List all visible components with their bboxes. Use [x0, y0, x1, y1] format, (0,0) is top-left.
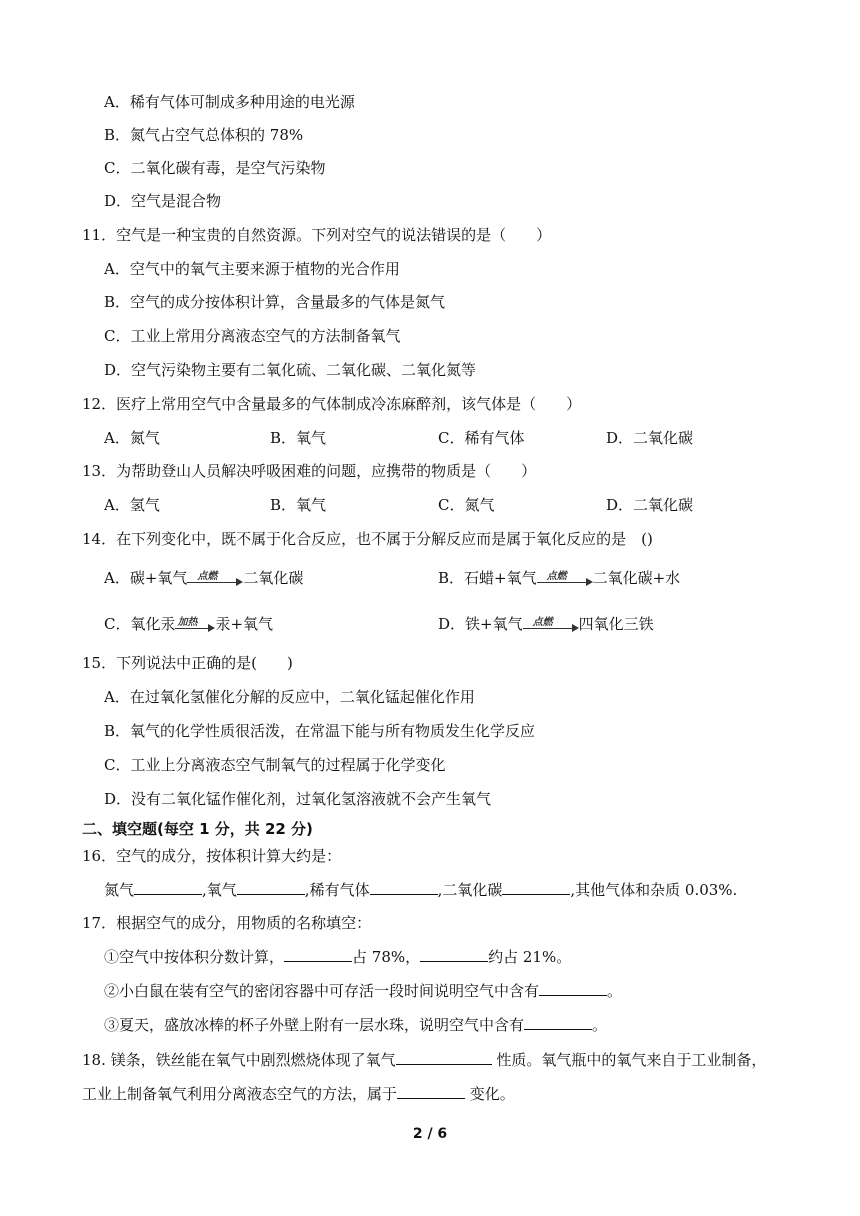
answer-blank[interactable] — [539, 981, 607, 996]
q12-option-d: D．二氧化碳 — [606, 429, 694, 447]
answer-blank[interactable] — [134, 880, 202, 895]
reaction-condition: 点燃 — [532, 617, 553, 628]
q12-option-c: C．稀有气体 — [438, 429, 525, 447]
answer-blank[interactable] — [396, 1050, 492, 1065]
q11-stem: 11．空气是一种宝贵的自然资源。下列对空气的说法错误的是（ ） — [82, 226, 552, 244]
q14-stem: 14．在下列变化中，既不属于化合反应，也不属于分解反应而是属于氧化反应的是 () — [82, 530, 653, 548]
q13-option-c: C．氮气 — [438, 496, 495, 514]
q12-stem: 12．医疗上常用空气中含量最多的气体制成冷冻麻醉剂，该气体是（ ） — [82, 395, 582, 413]
q15-option-c: C．工业上分离液态空气制氧气的过程属于化学变化 — [104, 756, 446, 774]
q11-option-a: A．空气中的氧气主要来源于植物的光合作用 — [104, 260, 400, 278]
q15-option-d: D．没有二氧化锰作催化剂，过氧化氢溶液就不会产生氧气 — [104, 790, 492, 808]
q11-option-b: B．空气的成分按体积计算，含量最多的气体是氮气 — [104, 293, 446, 311]
answer-blank[interactable] — [237, 880, 305, 895]
reaction-condition: 加热 — [177, 617, 198, 628]
reaction-condition: 点燃 — [546, 571, 567, 582]
answer-blank[interactable] — [502, 880, 570, 895]
answer-blank[interactable] — [370, 880, 438, 895]
q10-option-d: D．空气是混合物 — [104, 192, 222, 210]
q18-line-2: 工业上制备氧气利用分离液态空气的方法，属于 变化。 — [82, 1085, 515, 1103]
q14-option-a — [104, 568, 303, 588]
q10-option-b: B．氮气占空气总体积的 78% — [104, 126, 304, 144]
answer-blank[interactable] — [420, 947, 488, 962]
q12-option-b: B．氧气 — [270, 429, 327, 447]
q11-option-d: D．空气污染物主要有二氧化硫、二氧化碳、二氧化氮等 — [104, 361, 477, 379]
q13-stem: 13．为帮助登山人员解决呼吸困难的问题，应携带的物质是（ ） — [82, 462, 537, 480]
answer-blank[interactable] — [284, 947, 352, 962]
q14-c-products: 汞+氧气 — [215, 615, 274, 633]
reaction-condition: 点燃 — [197, 571, 218, 582]
q15-option-a: A．在过氧化氢催化分解的反应中，二氧化锰起催化作用 — [104, 688, 475, 706]
q11-option-c: C．工业上常用分离液态空气的方法制备氧气 — [104, 327, 401, 345]
reaction-arrow-icon — [187, 571, 243, 587]
q17-stem: 17．根据空气的成分，用物质的名称填空： — [82, 914, 372, 932]
q12-option-a: A．氮气 — [104, 429, 160, 447]
q16-blanks-line: 氮气 ,氧气 ,稀有气体 ,二氧化碳 ,其他气体和杂质 0.03%. — [104, 881, 738, 899]
q14-option-b — [438, 568, 680, 588]
reaction-arrow-icon — [175, 617, 215, 633]
answer-blank[interactable] — [524, 1015, 592, 1030]
q17-item-1: ①空气中按体积分数计算， 占 78%， 约占 21%。 — [104, 948, 572, 966]
q10-option-a: A．稀有气体可制成多种用途的电光源 — [104, 93, 355, 111]
q16-stem: 16．空气的成分，按体积计算大约是： — [82, 847, 342, 865]
q15-option-b: B．氧气的化学性质很活泼，在常温下能与所有物质发生化学反应 — [104, 722, 536, 740]
q18-line-1: 18. 镁条，铁丝能在氧气中剧烈燃烧体现了氧气 性质。氧气瓶中的氧气来自于工业制备， — [82, 1051, 767, 1069]
q14-option-d — [438, 614, 654, 634]
q14-c-reactants: C．氧化汞 — [104, 615, 176, 633]
q14-d-reactants: D．铁+氧气 — [438, 615, 523, 633]
section-heading: 二、填空题(每空 1 分，共 22 分) — [82, 820, 313, 838]
answer-blank[interactable] — [397, 1084, 465, 1099]
q14-a-reactants: A．碳+氧气 — [104, 569, 188, 587]
q17-item-2: ②小白鼠在装有空气的密闭容器中可存活一段时间说明空气中含有 。 — [104, 982, 623, 1000]
q17-item-3: ③夏天，盛放冰棒的杯子外壁上附有一层水珠，说明空气中含有 。 — [104, 1016, 608, 1034]
page-number: 2 / 6 — [412, 1126, 448, 1142]
q13-option-b: B．氧气 — [270, 496, 327, 514]
q14-b-reactants: B．石蜡+氧气 — [438, 569, 537, 587]
q14-option-c — [104, 614, 273, 634]
q14-b-products: 二氧化碳+水 — [592, 569, 681, 587]
reaction-arrow-icon — [523, 617, 579, 633]
q10-option-c: C．二氧化碳有毒，是空气污染物 — [104, 159, 326, 177]
q14-d-products: 四氧化三铁 — [578, 615, 654, 633]
q15-stem: 15．下列说法中正确的是( ) — [82, 654, 293, 672]
q13-option-d: D．二氧化碳 — [606, 496, 694, 514]
q14-a-products: 二氧化碳 — [243, 569, 304, 587]
q13-option-a: A．氢气 — [104, 496, 160, 514]
reaction-arrow-icon — [537, 571, 593, 587]
